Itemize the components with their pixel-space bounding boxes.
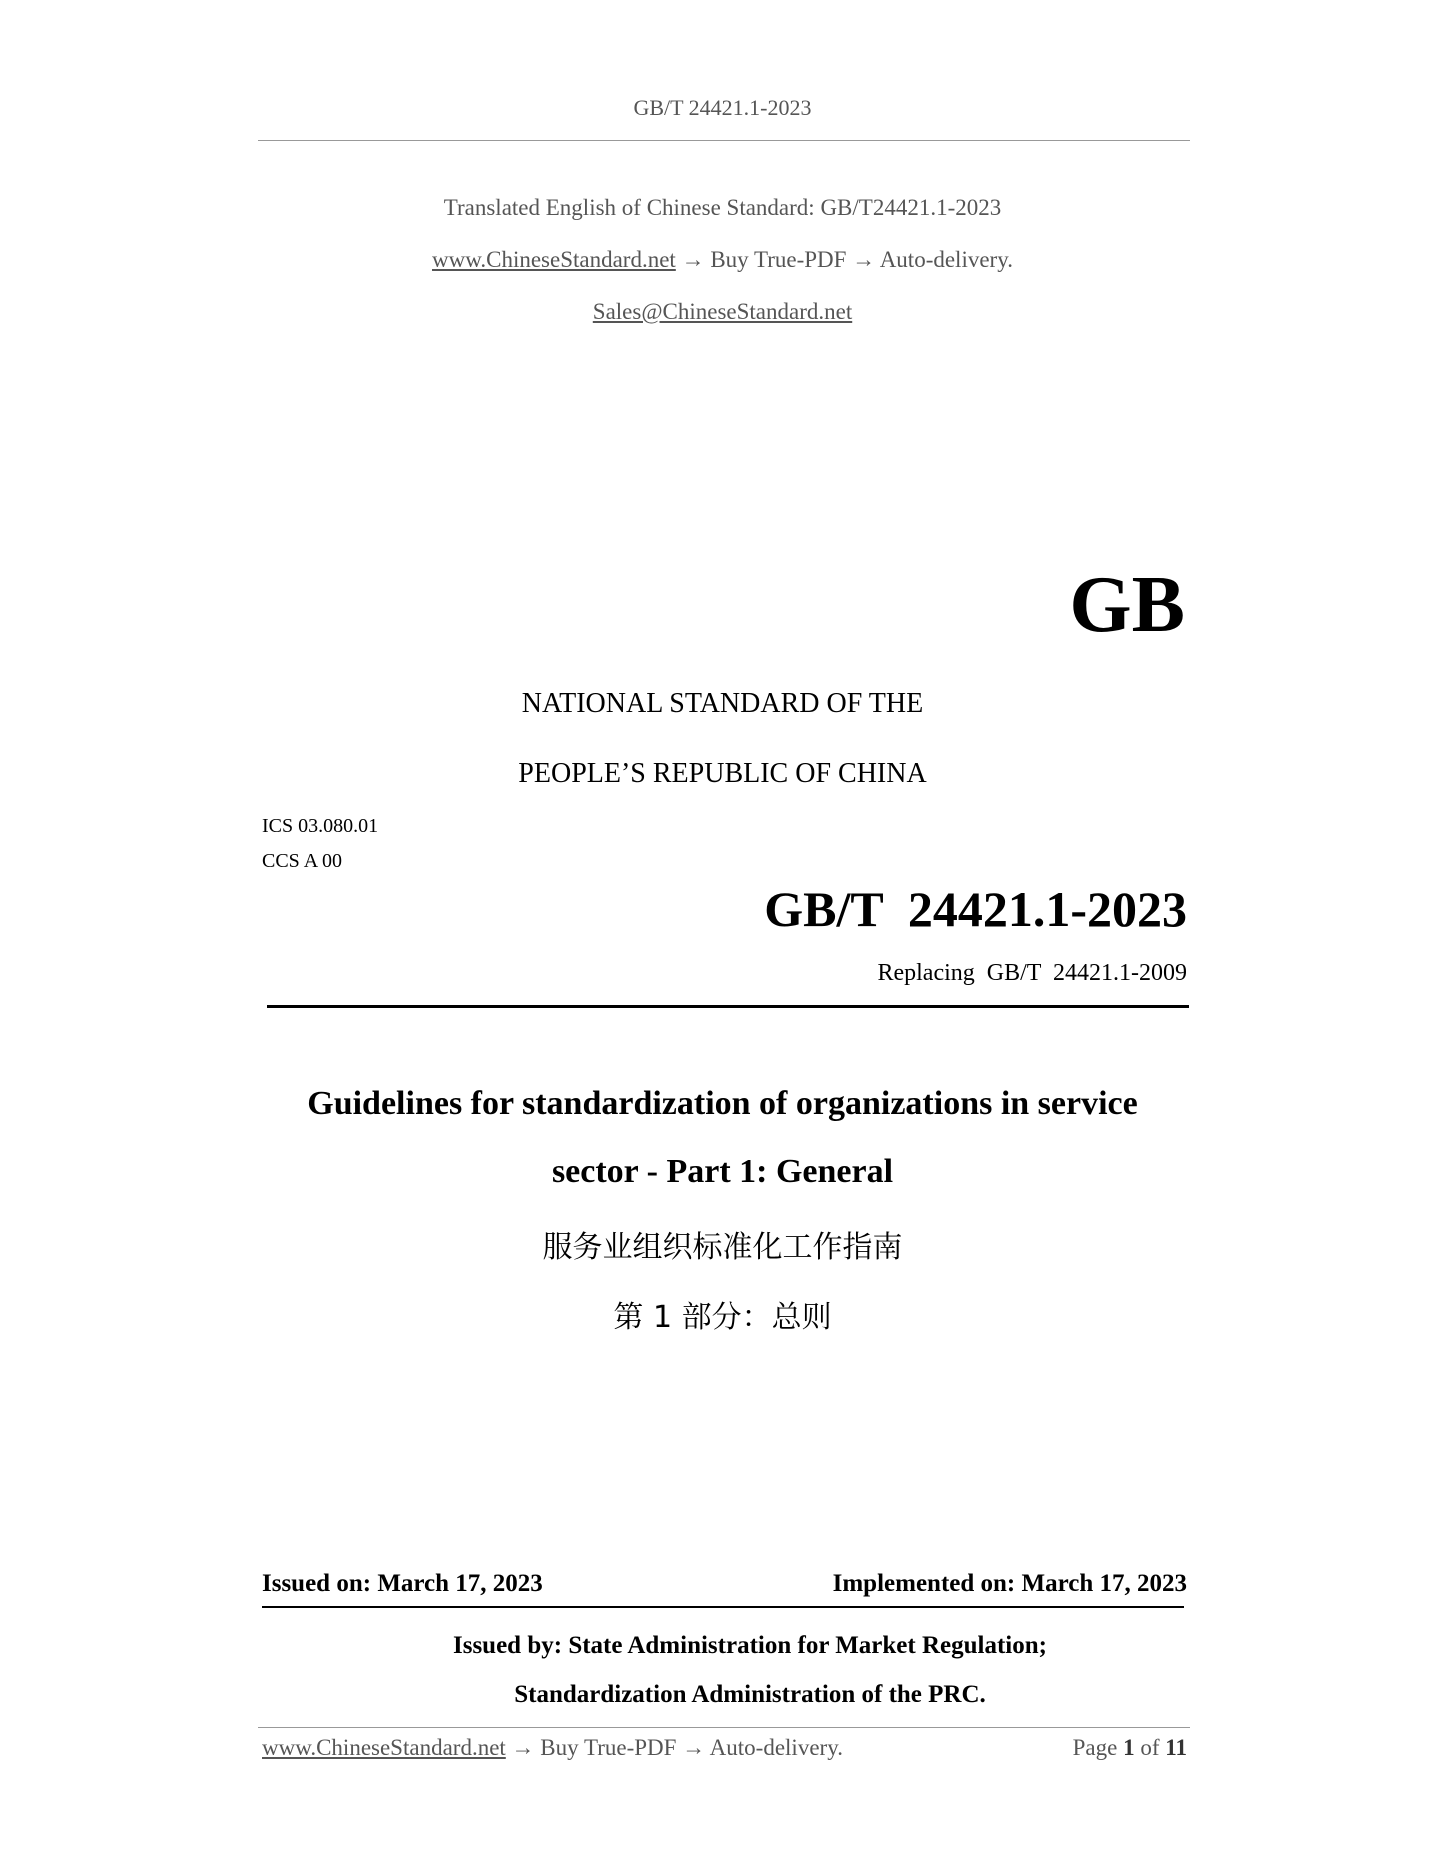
- title-en-line-1: Guidelines for standardization of organizations in service: [307, 1085, 1138, 1122]
- implemented-date: Implemented on: March 17, 2023: [832, 1570, 1187, 1597]
- ccs-code: CCS A 00: [262, 850, 343, 872]
- purchase-line: [0, 247, 1445, 273]
- national-standard-line-2: PEOPLE’S REPUBLIC OF CHINA: [518, 758, 927, 789]
- of-label: of: [1140, 1735, 1160, 1760]
- footer-delivery-text: Auto-delivery.: [709, 1735, 843, 1760]
- issued-date: Issued on: March 17, 2023: [262, 1570, 543, 1597]
- ics-code: ICS 03.080.01: [262, 815, 379, 837]
- footer-purchase-line: [262, 1735, 843, 1761]
- footer-buy-text: Buy True-PDF: [540, 1735, 677, 1760]
- sales-email-link[interactable]: Sales@ChineseStandard.net: [592, 299, 853, 324]
- arrow-right-icon: →: [681, 247, 705, 272]
- national-standard-line-1: NATIONAL STANDARD OF THE: [521, 688, 924, 719]
- header-divider: [258, 140, 1190, 141]
- arrow-right-icon: →: [682, 1735, 706, 1760]
- arrow-right-icon: →: [511, 1735, 535, 1760]
- dates-divider: [262, 1606, 1184, 1608]
- page-number: 1: [1123, 1735, 1135, 1760]
- standard-divider: [267, 1005, 1189, 1008]
- page-label: Page: [1072, 1735, 1118, 1760]
- issuer-line-1: Issued by: State Administration for Market Regulation;: [453, 1632, 1047, 1659]
- running-header: GB/T 24421.1-2023: [633, 95, 812, 120]
- buy-text: Buy True-PDF: [710, 247, 847, 272]
- title-en-line-2: sector - Part 1: General: [551, 1153, 894, 1190]
- footer-website-link[interactable]: www.ChineseStandard.net: [262, 1735, 506, 1760]
- arrow-right-icon: →: [852, 247, 876, 272]
- gb-logo-mark: GB: [1069, 561, 1185, 649]
- page-indicator: [1073, 1735, 1187, 1761]
- issuer-line-2: Standardization Administration of the PRC.: [514, 1681, 986, 1708]
- translation-notice: Translated English of Chinese Standard: GB/T24421.1-2023: [443, 195, 1002, 220]
- title-zh-line-2: 第 1 部分：总则: [613, 1300, 832, 1335]
- website-link[interactable]: www.ChineseStandard.net: [432, 247, 676, 272]
- standard-number: GB/T 24421.1-2023: [764, 881, 1187, 937]
- delivery-text: Auto-delivery.: [879, 247, 1013, 272]
- footer-divider: [258, 1727, 1190, 1728]
- title-zh-line-1: 服务业组织标准化工作指南: [542, 1230, 903, 1265]
- page-total: 11: [1165, 1735, 1187, 1760]
- replacing-standard: Replacing GB/T 24421.1-2009: [877, 960, 1187, 986]
- email-line: [0, 299, 1445, 325]
